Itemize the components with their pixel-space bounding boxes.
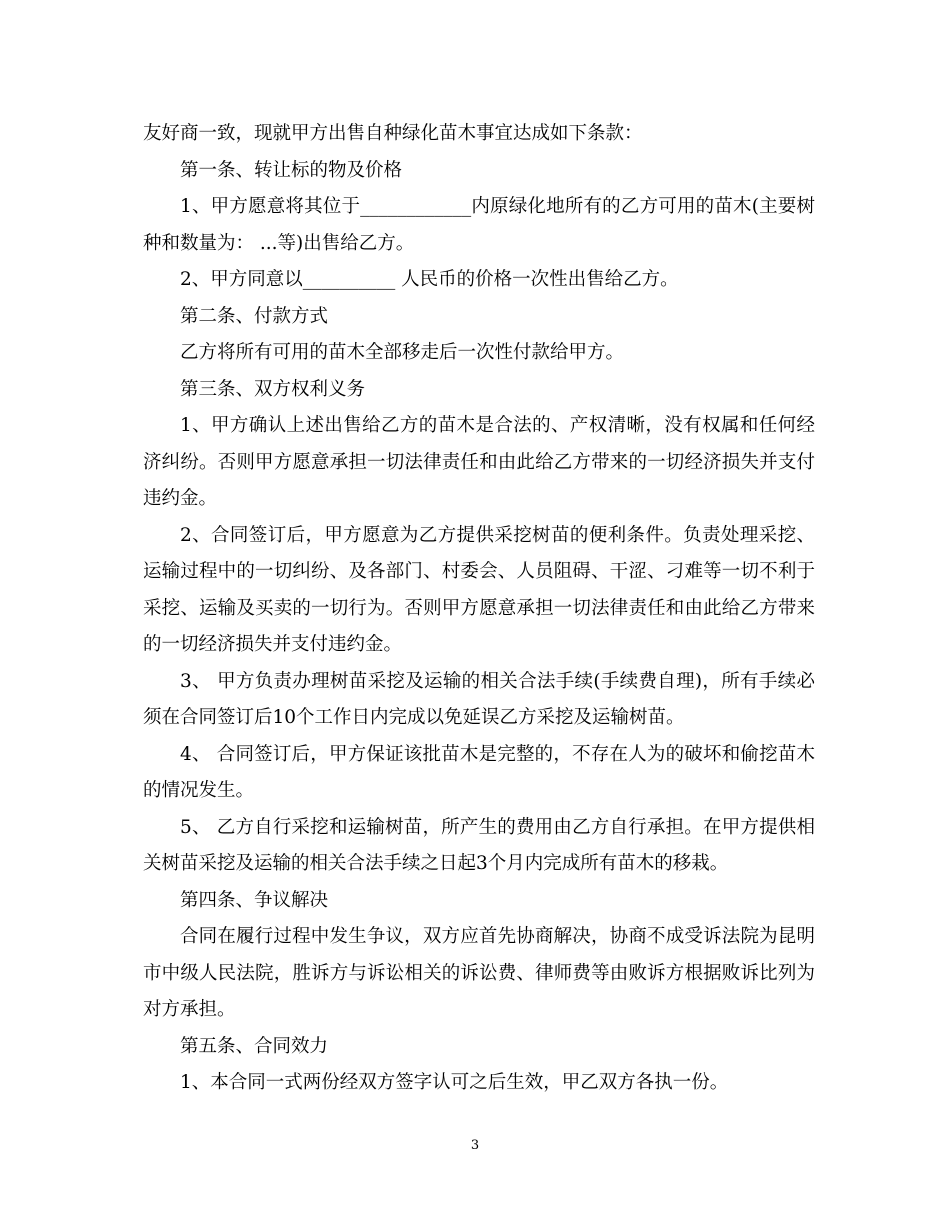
article-3-clause-3: 3、 甲方负责办理树苗采挖及运输的相关合法手续(手续费自理)，所有手续必须在合同签订后10个工作日内完成以免延误乙方采挖及运输树苗。 xyxy=(143,670,815,728)
article-4-body: 合同在履行过程中发生争议，双方应首先协商解决，协商不成受诉法院为昆明市中级人民法院，胜诉方与诉讼相关的诉讼费、律师费等由败诉方根据败诉比列为对方承担。 xyxy=(143,926,815,1020)
article-3-heading: 第三条、双方权利义务 xyxy=(180,378,366,400)
article-4-heading: 第四条、争议解决 xyxy=(180,889,329,911)
page-number: 3 xyxy=(470,1138,480,1153)
article-2-body: 乙方将所有可用的苗木全部移走后一次性付款给甲方。 xyxy=(180,342,625,363)
article-3-clause-4: 4、 合同签订后，甲方保证该批苗木是完整的，不存在人为的破坏和偷挖苗木的情况发生。 xyxy=(143,743,815,801)
article-3-clause-2: 2、合同签订后，甲方愿意为乙方提供采挖树苗的便利条件。负责处理采挖、运输过程中的一切纠纷、及各部门、村委会、人员阻碍、干涩、刁难等一切不利于采挖、运输及买卖的一切行为。否则甲方愿意承担一切法律责任和由此给乙方带来的一切经济损失并支付违约金。 xyxy=(143,524,815,655)
article-5-heading: 第五条、合同效力 xyxy=(180,1035,329,1057)
paragraph-intro: 友好商一致，现就甲方出售自种绿化苗木事宜达成如下条款： xyxy=(143,123,643,144)
article-1-clause-2: 2、甲方同意以__________ 人民币的价格一次性出售给乙方。 xyxy=(180,269,679,290)
document-body xyxy=(143,116,815,1102)
article-1-heading: 第一条、转让标的物及价格 xyxy=(180,159,403,181)
article-2-heading: 第二条、付款方式 xyxy=(180,305,329,327)
article-5-clause-1: 1、本合同一式两份经双方签字认可之后生效，甲乙双方各执一份。 xyxy=(180,1072,729,1093)
article-3-clause-5: 5、 乙方自行采挖和运输树苗，所产生的费用由乙方自行承担。在甲方提供相关树苗采挖及运输的相关合法手续之日起3个月内完成所有苗木的移栽。 xyxy=(143,816,815,874)
article-3-clause-1: 1、甲方确认上述出售给乙方的苗木是合法的、产权清晰，没有权属和任何经济纠纷。否则甲方愿意承担一切法律责任和由此给乙方带来的一切经济损失并支付违约金。 xyxy=(143,415,815,509)
article-1-clause-1: 1、甲方愿意将其位于____________内原绿化地所有的乙方可用的苗木(主要树种和数量为： ...等)出售给乙方。 xyxy=(143,196,815,254)
